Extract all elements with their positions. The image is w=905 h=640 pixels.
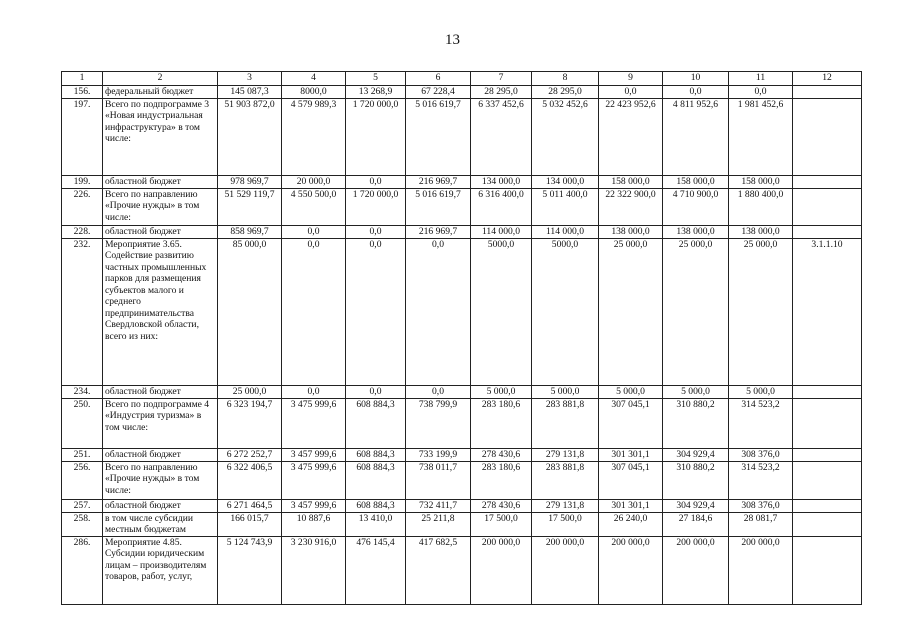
value-cell: 6 271 464,5 [218, 499, 282, 512]
value-cell: 200 000,0 [471, 536, 532, 604]
value-cell: 51 903 872,0 [218, 98, 282, 175]
column-header: 7 [471, 72, 532, 86]
value-cell: 3 475 999,6 [282, 461, 346, 499]
value-cell: 145 087,3 [218, 86, 282, 99]
value-cell: 28 295,0 [532, 86, 599, 99]
value-cell: 283 881,8 [532, 461, 599, 499]
value-cell: 738 799,9 [406, 398, 471, 448]
value-cell: 158 000,0 [599, 175, 663, 188]
code-cell [793, 499, 862, 512]
value-cell: 158 000,0 [729, 175, 793, 188]
table-row [62, 385, 862, 398]
code-cell [793, 86, 862, 99]
row-number: 251. [62, 448, 103, 461]
value-cell: 307 045,1 [599, 461, 663, 499]
code-cell [793, 398, 862, 448]
value-cell: 114 000,0 [471, 225, 532, 238]
value-cell: 10 887,6 [282, 512, 346, 536]
value-cell: 5 000,0 [471, 385, 532, 398]
row-number: 257. [62, 499, 103, 512]
value-cell: 301 301,1 [599, 499, 663, 512]
value-cell: 0,0 [282, 225, 346, 238]
code-cell [793, 98, 862, 175]
value-cell: 6 316 400,0 [471, 188, 532, 225]
value-cell: 22 423 952,6 [599, 98, 663, 175]
code-cell [793, 536, 862, 604]
column-header: 3 [218, 72, 282, 86]
value-cell: 3 475 999,6 [282, 398, 346, 448]
header-row [62, 72, 862, 86]
value-cell: 28 295,0 [471, 86, 532, 99]
value-cell: 0,0 [282, 238, 346, 385]
row-name: Всего по направлению «Прочие нужды» в том числе: [103, 188, 218, 225]
value-cell: 314 523,2 [729, 461, 793, 499]
table-row [62, 188, 862, 225]
table-row [62, 536, 862, 604]
value-cell: 608 884,3 [346, 499, 406, 512]
row-number: 156. [62, 86, 103, 99]
table-row [62, 238, 862, 385]
value-cell: 1 720 000,0 [346, 188, 406, 225]
value-cell: 25 000,0 [599, 238, 663, 385]
row-name: в том числе субсидии местным бюджетам [103, 512, 218, 536]
value-cell: 283 180,6 [471, 398, 532, 448]
budget-table [61, 71, 862, 605]
value-cell: 314 523,2 [729, 398, 793, 448]
row-number: 250. [62, 398, 103, 448]
value-cell: 0,0 [346, 225, 406, 238]
value-cell: 13 410,0 [346, 512, 406, 536]
value-cell: 732 411,7 [406, 499, 471, 512]
row-number: 228. [62, 225, 103, 238]
page-number: 13 [445, 32, 460, 48]
value-cell: 1 880 400,0 [729, 188, 793, 225]
row-name: Всего по подпрограмме 3 «Новая индустриальная инфраструктура» в том числе: [103, 98, 218, 175]
value-cell: 158 000,0 [663, 175, 729, 188]
value-cell: 138 000,0 [663, 225, 729, 238]
value-cell: 4 811 952,6 [663, 98, 729, 175]
value-cell: 283 180,6 [471, 461, 532, 499]
column-header: 6 [406, 72, 471, 86]
value-cell: 17 500,0 [471, 512, 532, 536]
value-cell: 216 969,7 [406, 225, 471, 238]
value-cell: 301 301,1 [599, 448, 663, 461]
row-name: федеральный бюджет [103, 86, 218, 99]
table-row [62, 448, 862, 461]
table-row [62, 499, 862, 512]
value-cell: 5 016 619,7 [406, 188, 471, 225]
value-cell: 28 081,7 [729, 512, 793, 536]
value-cell: 6 337 452,6 [471, 98, 532, 175]
row-name: областной бюджет [103, 175, 218, 188]
column-header: 12 [793, 72, 862, 86]
row-name: областной бюджет [103, 225, 218, 238]
value-cell: 4 579 989,3 [282, 98, 346, 175]
table-row [62, 512, 862, 536]
value-cell: 310 880,2 [663, 398, 729, 448]
value-cell: 200 000,0 [599, 536, 663, 604]
value-cell: 25 000,0 [663, 238, 729, 385]
value-cell: 308 376,0 [729, 448, 793, 461]
value-cell: 307 045,1 [599, 398, 663, 448]
value-cell: 310 880,2 [663, 461, 729, 499]
value-cell: 608 884,3 [346, 398, 406, 448]
value-cell: 476 145,4 [346, 536, 406, 604]
value-cell: 4 550 500,0 [282, 188, 346, 225]
row-name: Всего по подпрограмме 4 «Индустрия туризма» в том числе: [103, 398, 218, 448]
value-cell: 200 000,0 [663, 536, 729, 604]
code-cell: 3.1.1.10 [793, 238, 862, 385]
value-cell: 1 720 000,0 [346, 98, 406, 175]
code-cell [793, 512, 862, 536]
table-row [62, 175, 862, 188]
value-cell: 25 000,0 [729, 238, 793, 385]
row-name: Всего по направлению «Прочие нужды» в том числе: [103, 461, 218, 499]
value-cell: 308 376,0 [729, 499, 793, 512]
row-name: Мероприятие 3.65. Содействие развитию частных промышленных парков для размещения субъектов малого и среднего предпринимательства Свердловской области, всего из них: [103, 238, 218, 385]
code-cell [793, 448, 862, 461]
value-cell: 51 529 119,7 [218, 188, 282, 225]
row-name: Мероприятие 4.85. Субсидии юридическим лицам – производителям товаров, работ, услуг, [103, 536, 218, 604]
code-cell [793, 385, 862, 398]
value-cell: 3 457 999,6 [282, 448, 346, 461]
value-cell: 20 000,0 [282, 175, 346, 188]
value-cell: 608 884,3 [346, 448, 406, 461]
value-cell: 3 230 916,0 [282, 536, 346, 604]
row-number: 232. [62, 238, 103, 385]
value-cell: 6 323 194,7 [218, 398, 282, 448]
value-cell: 0,0 [729, 86, 793, 99]
value-cell: 738 011,7 [406, 461, 471, 499]
value-cell: 279 131,8 [532, 448, 599, 461]
column-header: 10 [663, 72, 729, 86]
value-cell: 5 016 619,7 [406, 98, 471, 175]
value-cell: 5 000,0 [532, 385, 599, 398]
value-cell: 5 032 452,6 [532, 98, 599, 175]
value-cell: 4 710 900,0 [663, 188, 729, 225]
value-cell: 5 000,0 [599, 385, 663, 398]
value-cell: 25 000,0 [218, 385, 282, 398]
value-cell: 0,0 [282, 385, 346, 398]
table-row [62, 461, 862, 499]
value-cell: 17 500,0 [532, 512, 599, 536]
value-cell: 85 000,0 [218, 238, 282, 385]
value-cell: 417 682,5 [406, 536, 471, 604]
value-cell: 5000,0 [532, 238, 599, 385]
value-cell: 278 430,6 [471, 448, 532, 461]
value-cell: 733 199,9 [406, 448, 471, 461]
value-cell: 200 000,0 [729, 536, 793, 604]
column-header: 9 [599, 72, 663, 86]
row-number: 197. [62, 98, 103, 175]
value-cell: 283 881,8 [532, 398, 599, 448]
table-row [62, 398, 862, 448]
value-cell: 0,0 [599, 86, 663, 99]
value-cell: 200 000,0 [532, 536, 599, 604]
value-cell: 134 000,0 [532, 175, 599, 188]
value-cell: 5000,0 [471, 238, 532, 385]
value-cell: 216 969,7 [406, 175, 471, 188]
value-cell: 5 000,0 [729, 385, 793, 398]
row-number: 234. [62, 385, 103, 398]
value-cell: 608 884,3 [346, 461, 406, 499]
column-header: 4 [282, 72, 346, 86]
value-cell: 26 240,0 [599, 512, 663, 536]
value-cell: 858 969,7 [218, 225, 282, 238]
row-number: 258. [62, 512, 103, 536]
value-cell: 5 124 743,9 [218, 536, 282, 604]
value-cell: 279 131,8 [532, 499, 599, 512]
value-cell: 0,0 [346, 238, 406, 385]
value-cell: 25 211,8 [406, 512, 471, 536]
value-cell: 0,0 [406, 385, 471, 398]
row-number: 286. [62, 536, 103, 604]
column-header: 5 [346, 72, 406, 86]
value-cell: 304 929,4 [663, 448, 729, 461]
value-cell: 0,0 [663, 86, 729, 99]
column-header: 11 [729, 72, 793, 86]
table-row [62, 98, 862, 175]
row-number: 226. [62, 188, 103, 225]
value-cell: 0,0 [346, 175, 406, 188]
value-cell: 304 929,4 [663, 499, 729, 512]
row-number: 256. [62, 461, 103, 499]
code-cell [793, 175, 862, 188]
value-cell: 114 000,0 [532, 225, 599, 238]
value-cell: 22 322 900,0 [599, 188, 663, 225]
value-cell: 5 000,0 [663, 385, 729, 398]
value-cell: 134 000,0 [471, 175, 532, 188]
value-cell: 8000,0 [282, 86, 346, 99]
value-cell: 166 015,7 [218, 512, 282, 536]
row-number: 199. [62, 175, 103, 188]
value-cell: 278 430,6 [471, 499, 532, 512]
value-cell: 67 228,4 [406, 86, 471, 99]
value-cell: 3 457 999,6 [282, 499, 346, 512]
value-cell: 6 272 252,7 [218, 448, 282, 461]
value-cell: 138 000,0 [599, 225, 663, 238]
table-row [62, 225, 862, 238]
code-cell [793, 225, 862, 238]
table-row [62, 86, 862, 99]
value-cell: 5 011 400,0 [532, 188, 599, 225]
value-cell: 13 268,9 [346, 86, 406, 99]
row-name: областной бюджет [103, 385, 218, 398]
value-cell: 138 000,0 [729, 225, 793, 238]
value-cell: 1 981 452,6 [729, 98, 793, 175]
column-header: 8 [532, 72, 599, 86]
row-name: областной бюджет [103, 448, 218, 461]
code-cell [793, 461, 862, 499]
value-cell: 978 969,7 [218, 175, 282, 188]
value-cell: 0,0 [406, 238, 471, 385]
column-header: 2 [103, 72, 218, 86]
column-header: 1 [62, 72, 103, 86]
value-cell: 6 322 406,5 [218, 461, 282, 499]
code-cell [793, 188, 862, 225]
value-cell: 0,0 [346, 385, 406, 398]
row-name: областной бюджет [103, 499, 218, 512]
value-cell: 27 184,6 [663, 512, 729, 536]
